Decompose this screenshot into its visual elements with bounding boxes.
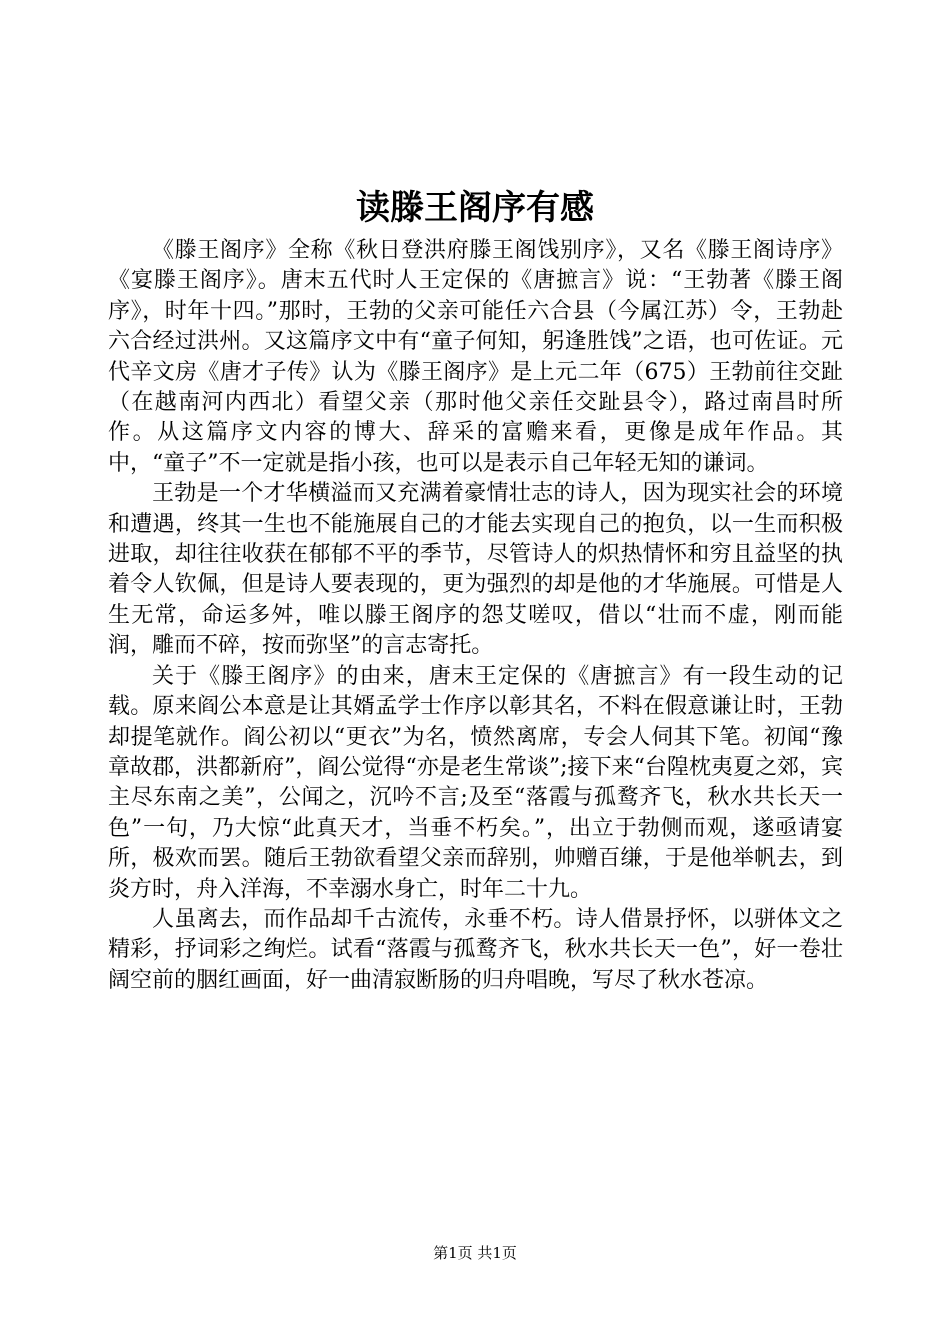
paragraph-4: 人虽离去，而作品却千古流传，永垂不朽。诗人借景抒怀，以骈体文之精彩，抒词彩之绚烂。试看“落霞与孤鹜齐飞，秋水共长天一色”，好一卷壮阔空前的胭红画面，好一曲清寂断肠的归舟唱晚，写尽了秋水苍凉。: [108, 906, 843, 993]
paragraph-3: 关于《滕王阁序》的由来，唐末王定保的《唐摭言》有一段生动的记载。原来阎公本意是让其婿孟学士作序以彰其名，不料在假意谦让时，王勃却提笔就作。阎公初以“更衣”为名，愤然离席，专会人伺其下笔。初闻“豫章故郡，洪都新府”，阎公觉得“亦是老生常谈”;接下来“台隍枕夷夏之郊，宾主尽东南之美”，公闻之，沉吟不言;及至“落霞与孤鹜齐飞，秋水共长天一色”一句，乃大惊“此真天才，当垂不朽矣。”，出立于勃侧而观，遂亟请宴所，极欢而罢。随后王勃欲看望父亲而辞别，帅赠百缣，于是他举帆去，到炎方时，舟入洋海，不幸溺水身亡，时年二十九。: [108, 663, 843, 902]
paragraph-1: 《滕王阁序》全称《秋日登洪府滕王阁饯别序》，又名《滕王阁诗序》《宴滕王阁序》。唐末五代时人王定保的《唐摭言》说：“王勃著《滕王阁序》，时年十四。”那时，王勃的父亲可能任六合县（今属江苏）令，王勃赴六合经过洪州。又这篇序文中有“童子何知，躬逢胜饯”之语，也可佐证。元代辛文房《唐才子传》认为《滕王阁序》是上元二年（675）王勃前往交趾（在越南河内西北）看望父亲（那时他父亲任交趾县令），路过南昌时所作。从这篇序文内容的博大、辞采的富赡来看，更像是成年作品。其中，“童子”不一定就是指小孩，也可以是表示自己年轻无知的谦词。: [108, 238, 843, 476]
document-body: [108, 236, 843, 996]
paragraph-2: 王勃是一个才华横溢而又充满着豪情壮志的诗人，因为现实社会的环境和遭遇，终其一生也不能施展自己的才能去实现自己的抱负，以一生而积极进取，却往往收获在郁郁不平的季节，尽管诗人的炽热情怀和穷且益坚的执着令人钦佩，但是诗人要表现的，更为强烈的却是他的才华施展。可惜是人生无常，命运多舛，唯以滕王阁序的怨艾嗟叹，借以“壮而不虚，刚而能润，雕而不碎，按而弥坚”的言志寄托。: [108, 481, 843, 659]
page-number-label: 第1页 共1页: [433, 1244, 517, 1262]
page-footer: [0, 1243, 950, 1263]
document-title: 读滕王阁序有感: [356, 188, 594, 228]
